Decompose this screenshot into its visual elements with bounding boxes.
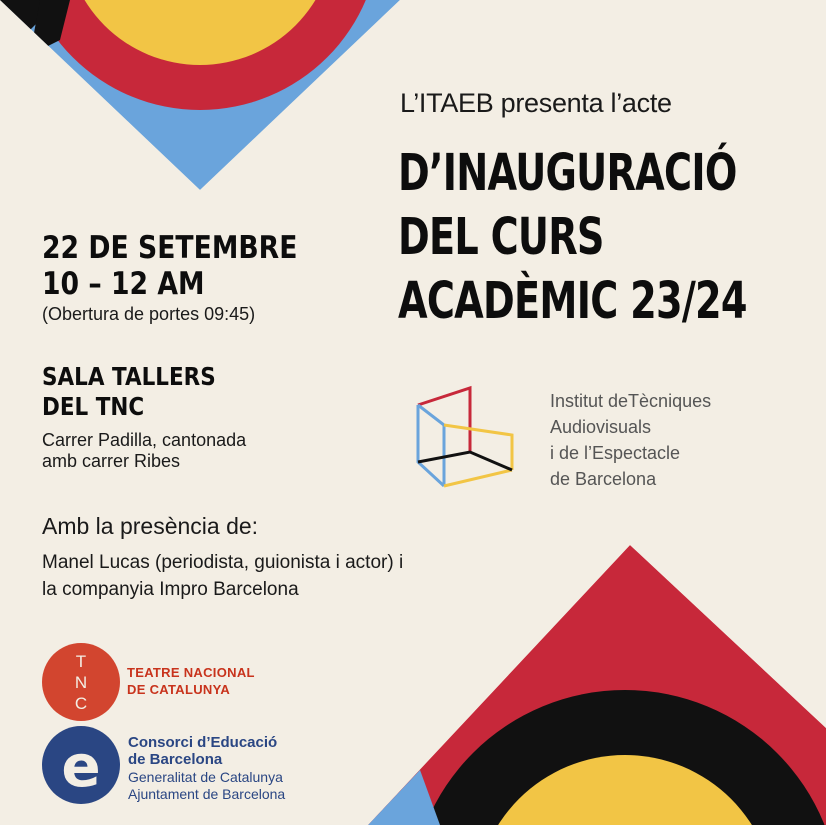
- venue-line-2: DEL TNC: [42, 392, 145, 421]
- consorci-title-line-2: de Barcelona: [128, 751, 223, 768]
- address-line-2: amb carrer Ribes: [42, 451, 181, 471]
- headline: [398, 142, 747, 334]
- tnc-name: [127, 664, 255, 698]
- doors-open-note: (Obertura de portes 09:45): [42, 304, 256, 324]
- consorci-sub-line-2: Ajuntament de Barcelona: [128, 786, 286, 802]
- consorci-logo: [42, 726, 120, 804]
- tnc-letter-c: C: [74, 694, 88, 713]
- tnc-letter-n: N: [74, 673, 88, 692]
- tnc-letter-t: T: [75, 652, 87, 671]
- consorci-title-line-1: Consorci d’Educació: [128, 734, 278, 751]
- headline-line-3: ACADÈMIC 23/24: [398, 272, 747, 331]
- headline-line-1: D’INAUGURACIÓ: [398, 144, 737, 203]
- consorci-logo-icon: [42, 726, 120, 804]
- tnc-name-line-2: DE CATALUNYA: [127, 682, 231, 697]
- consorci-sub-line-1: Generalitat de Catalunya: [128, 769, 283, 785]
- event-time: 10 – 12 AM: [42, 266, 205, 302]
- tnc-name-line-1: TEATRE NACIONAL: [127, 665, 255, 680]
- guests-text: [42, 549, 403, 603]
- address-line-1: Carrer Padilla, cantonada: [42, 430, 247, 450]
- venue-name: [42, 362, 216, 422]
- guests-line-1: Manel Lucas (periodista, guionista i actor) i: [42, 552, 404, 573]
- bottom-triangle-art: [368, 545, 826, 825]
- consorci-title: [128, 734, 277, 768]
- date-time-block: [42, 230, 297, 302]
- presence-label: Amb la presència de:: [42, 513, 259, 539]
- consorci-subtitle: [128, 769, 285, 803]
- headline-line-2: DEL CURS: [398, 208, 604, 267]
- institute-line-1: Institut deTècniques: [550, 391, 712, 411]
- institute-name: [550, 388, 711, 492]
- venue-address: [42, 430, 246, 472]
- tnc-logo: [42, 643, 120, 721]
- guests-line-2: la companyia Impro Barcelona: [42, 579, 299, 600]
- consorci-letter: e: [61, 732, 101, 800]
- institute-line-3: i de l’Espectacle: [550, 443, 681, 463]
- institute-line-4: de Barcelona: [550, 469, 657, 489]
- venue-line-1: SALA TALLERS: [42, 362, 216, 391]
- institute-line-2: Audiovisuals: [550, 417, 652, 437]
- itaeb-logo-icon: [418, 388, 512, 486]
- top-triangle-art: [0, 0, 400, 190]
- intro-text: L’ITAEB presenta l’acte: [400, 88, 672, 118]
- event-date: 22 DE SETEMBRE: [42, 230, 298, 266]
- tnc-logo-icon: [42, 643, 120, 721]
